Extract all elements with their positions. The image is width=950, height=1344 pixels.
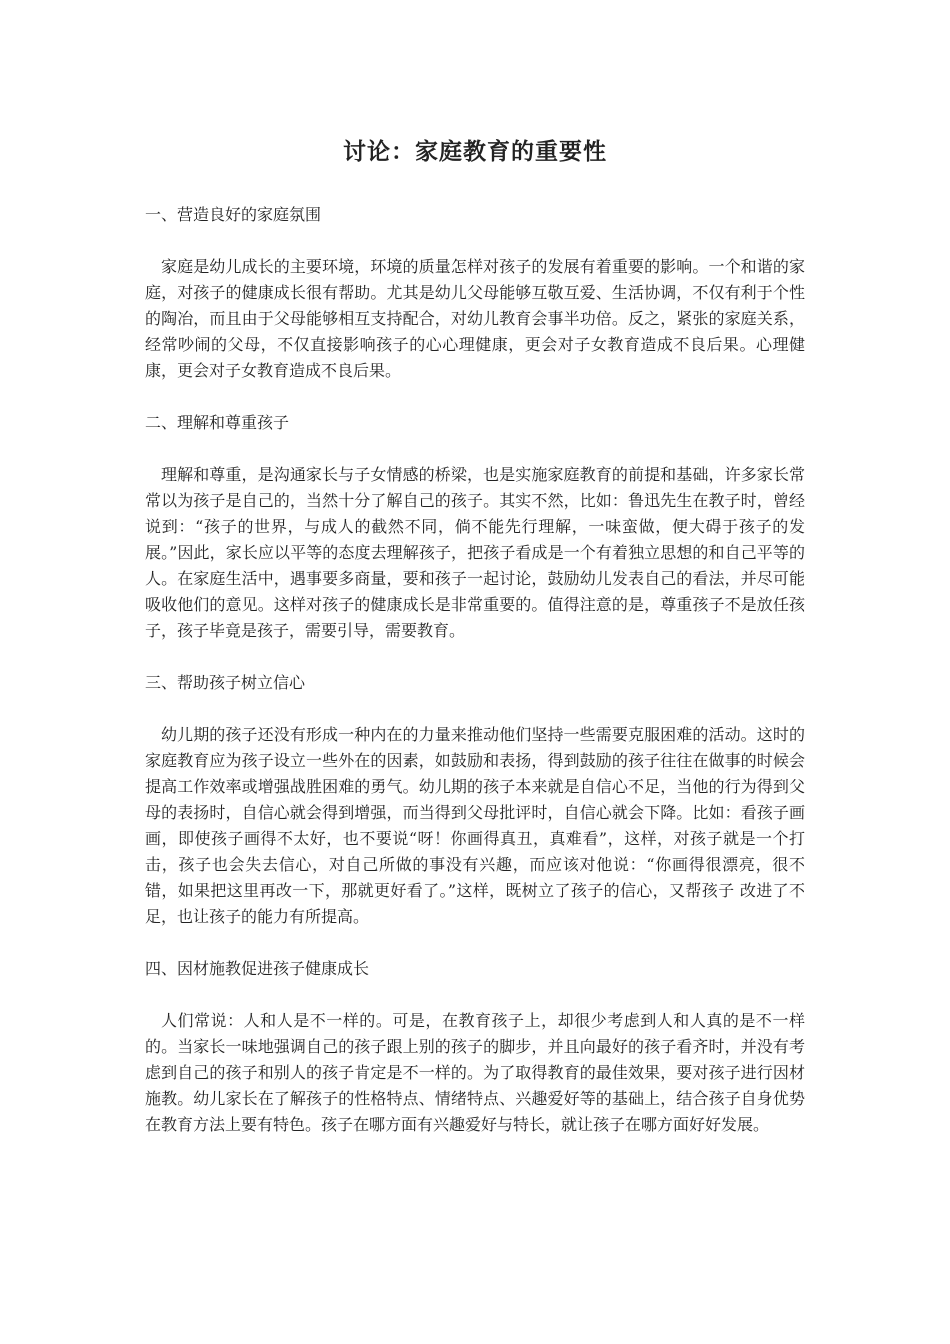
section-3 [145, 670, 805, 930]
document-title: 讨论：家庭教育的重要性 [343, 138, 607, 165]
section-heading: 二、理解和尊重孩子 [145, 413, 290, 432]
section-paragraph: 人们常说：人和人是不一样的。可是，在教育孩子上，却很少考虑到人和人真的是不一样的。当家长一味地强调自己的孩子跟上别的孩子的脚步，并且向最好的孩子看齐时，并没有考虑到自己的孩子和别人的孩子肯定是不一样的。为了取得教育的最佳效果，要对孩子进行因材施教。幼儿家长在了解孩子的性格特点、情绪特点、兴趣爱好等的基础上，结合孩子自身优势在教育方法上要有特色。孩子在哪方面有兴趣爱好与特长，就让孩子在哪方面好好发展。 [145, 1011, 805, 1134]
section-heading: 三、帮助孩子树立信心 [145, 673, 306, 692]
section-1 [145, 202, 805, 384]
section-4 [145, 956, 805, 1138]
section-2 [145, 410, 805, 644]
section-heading: 四、因材施教促进孩子健康成长 [145, 959, 370, 978]
section-paragraph: 家庭是幼儿成长的主要环境，环境的质量怎样对孩子的发展有着重要的影响。一个和谐的家庭，对孩子的健康成长很有帮助。尤其是幼儿父母能够互敬互爱、生活协调，不仅有利于个性的陶冶，而且由于父母能够相互支持配合，对幼儿教育会事半功倍。反之，紧张的家庭关系，经常吵闹的父母，不仅直接影响孩子的心心理健康，更会对子女教育造成不良后果。心理健康，更会对子女教育造成不良后果。 [145, 257, 805, 380]
section-paragraph: 幼儿期的孩子还没有形成一种内在的力量来推动他们坚持一些需要克服困难的活动。这时的家庭教育应为孩子设立一些外在的因素，如鼓励和表扬，得到鼓励的孩子往往在做事的时候会提高工作效率或增强战胜困难的勇气。幼儿期的孩子本来就是自信心不足，当他的行为得到父母的表扬时，自信心就会得到增强，而当得到父母批评时，自信心就会下降。比如：看孩子画画，即使孩子画得不太好，也不要说“呀！你画得真丑，真难看”，这样，对孩子就是一个打击，孩子也会失去信心，对自己所做的事没有兴趣，而应该对他说：“你画得很漂亮，很不错，如果把这里再改一下，那就更好看了。”这样，既树立了孩子的信心，又帮孩子 改进了不足，也让孩子的能力有所提高。 [145, 725, 805, 926]
section-paragraph: 理解和尊重，是沟通家长与子女情感的桥梁，也是实施家庭教育的前提和基础，许多家长常常以为孩子是自己的，当然十分了解自己的孩子。其实不然，比如：鲁迅先生在教子时，曾经说到：“孩子的世界，与成人的截然不同，倘不能先行理解，一味蛮做，便大碍于孩子的发展。”因此，家长应以平等的态度去理解孩子，把孩子看成是一个有着独立思想的和自己平等的人。在家庭生活中，遇事要多商量，要和孩子一起讨论，鼓励幼儿发表自己的看法，并尽可能吸收他们的意见。这样对孩子的健康成长是非常重要的。值得注意的是，尊重孩子不是放任孩子，孩子毕竟是孩子，需要引导，需要教育。 [145, 465, 805, 640]
section-heading: 一、营造良好的家庭氛围 [145, 205, 322, 224]
document-page [145, 136, 805, 1164]
